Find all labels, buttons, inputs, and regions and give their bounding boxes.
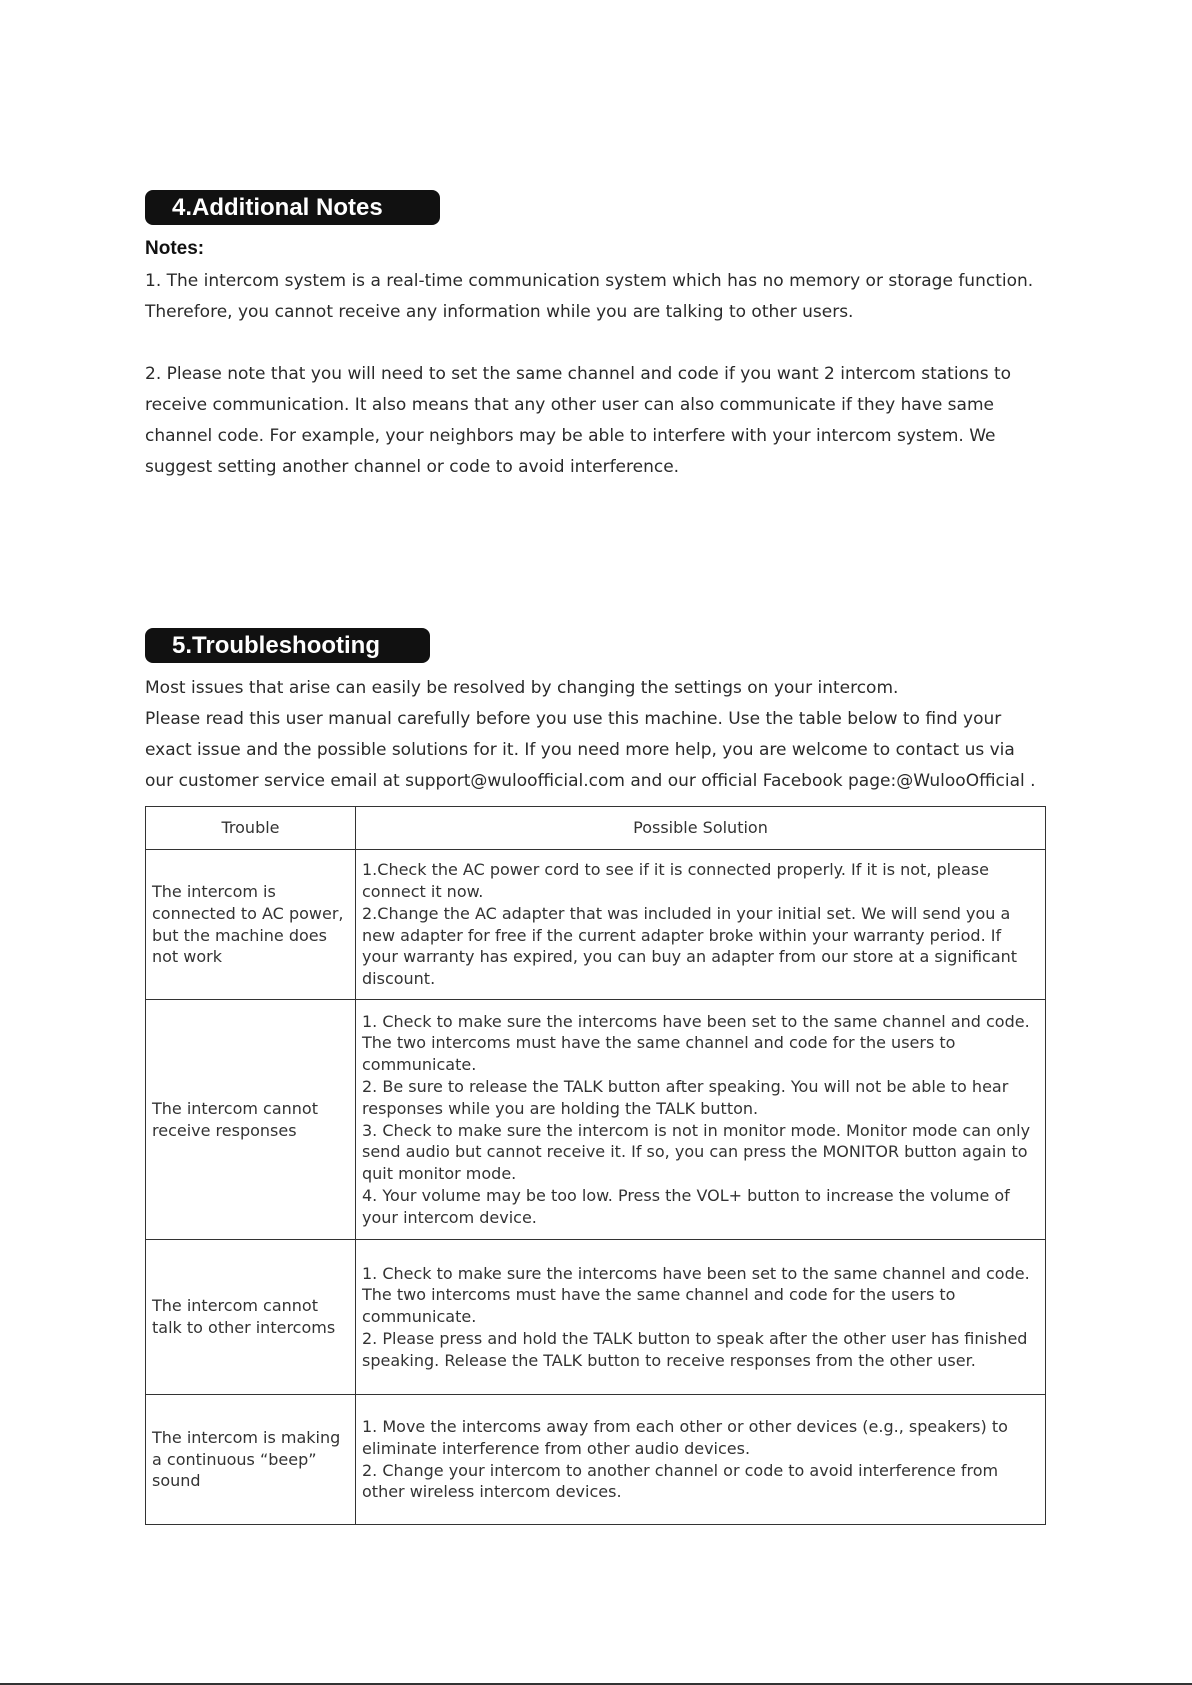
- solution-cell: [356, 1240, 1046, 1395]
- intro-line-1: Most issues that arise can easily be resolved by changing the settings on your intercom.: [145, 678, 899, 698]
- solution-item: 2. Be sure to release the TALK button after speaking. You will not be able to hear responses while you are holding the TALK button.: [362, 1076, 1009, 1118]
- solution-item: 1. Check to make sure the intercoms have been set to the same channel and code. The two intercoms must have the same channel and code for the users to communicate.: [362, 1011, 1030, 1075]
- solution-cell: [356, 850, 1046, 1000]
- section-heading-additional-notes: 4.Additional Notes: [145, 190, 440, 225]
- solution-item: 2. Change your intercom to another channel or code to avoid interference from other wireless intercom devices.: [362, 1460, 999, 1502]
- note-paragraph-1: 1. The intercom system is a real-time communication system which has no memory or storage function. Therefore, you cannot receive any information while you are talking to other users.: [145, 271, 1034, 322]
- table-row: [146, 850, 1046, 1000]
- trouble-cell: The intercom is making a continuous “beep” sound: [146, 1395, 356, 1525]
- table-header-row: [146, 807, 1046, 850]
- solution-item: 1. Check to make sure the intercoms have been set to the same channel and code. The two intercoms must have the same channel and code for the users to communicate.: [362, 1263, 1030, 1327]
- note-paragraph-2: 2. Please note that you will need to set the same channel and code if you want 2 intercom stations to receive communication. It also means that any other user can also communicate if they have same channel code. For example, your neighbors may be able to interfere with your intercom system. We suggest setting another channel or code to avoid interference.: [145, 364, 1012, 477]
- troubleshooting-intro: [145, 673, 1045, 797]
- solution-item: 1. Move the intercoms away from each other or other devices (e.g., speakers) to eliminate interference from other audio devices.: [362, 1416, 1008, 1458]
- solution-item: 2. Please press and hold the TALK button to speak after the other user has finished speaking. Release the TALK button to receive responses from the other user.: [362, 1328, 1028, 1370]
- solution-cell: [356, 1000, 1046, 1240]
- trouble-cell: The intercom is connected to AC power, but the machine does not work: [146, 850, 356, 1000]
- trouble-cell: The intercom cannot receive responses: [146, 1000, 356, 1240]
- solution-item: 1.Check the AC power cord to see if it is connected properly. If it is not, please connect it now.: [362, 860, 989, 901]
- section-heading-troubleshooting: 5.Troubleshooting: [145, 628, 430, 663]
- table-row: [146, 1000, 1046, 1240]
- intro-line-2: Please read this user manual carefully before you use this machine. Use the table below to find your exact issue and the possible solutions for it. If you need more help, you are welcome to contact us via our customer service email at support@wuloofficial.com and our official Facebook page:@WulooOfficial .: [145, 709, 1036, 791]
- trouble-cell: The intercom cannot talk to other intercoms: [146, 1240, 356, 1395]
- solution-item: 4. Your volume may be too low. Press the VOL+ button to increase the volume of your intercom device.: [362, 1185, 1010, 1227]
- header-trouble: Trouble: [146, 807, 356, 850]
- solution-item: 2.Change the AC adapter that was included in your initial set. We will send you a new adapter for free if the current adapter broke within your warranty period. If your warranty has expired, you can buy an adapter from our store at a significant discount.: [362, 903, 1018, 989]
- troubleshooting-table: [145, 806, 1046, 1525]
- table-row: [146, 1240, 1046, 1395]
- solution-item: 3. Check to make sure the intercom is not in monitor mode. Monitor mode can only send audio but cannot receive it. If so, you can press the MONITOR button again to quit monitor mode.: [362, 1120, 1031, 1184]
- solution-cell: [356, 1395, 1046, 1525]
- header-possible-solution: Possible Solution: [356, 807, 1046, 850]
- notes-label: Notes:: [145, 238, 205, 259]
- table-row: [146, 1395, 1046, 1525]
